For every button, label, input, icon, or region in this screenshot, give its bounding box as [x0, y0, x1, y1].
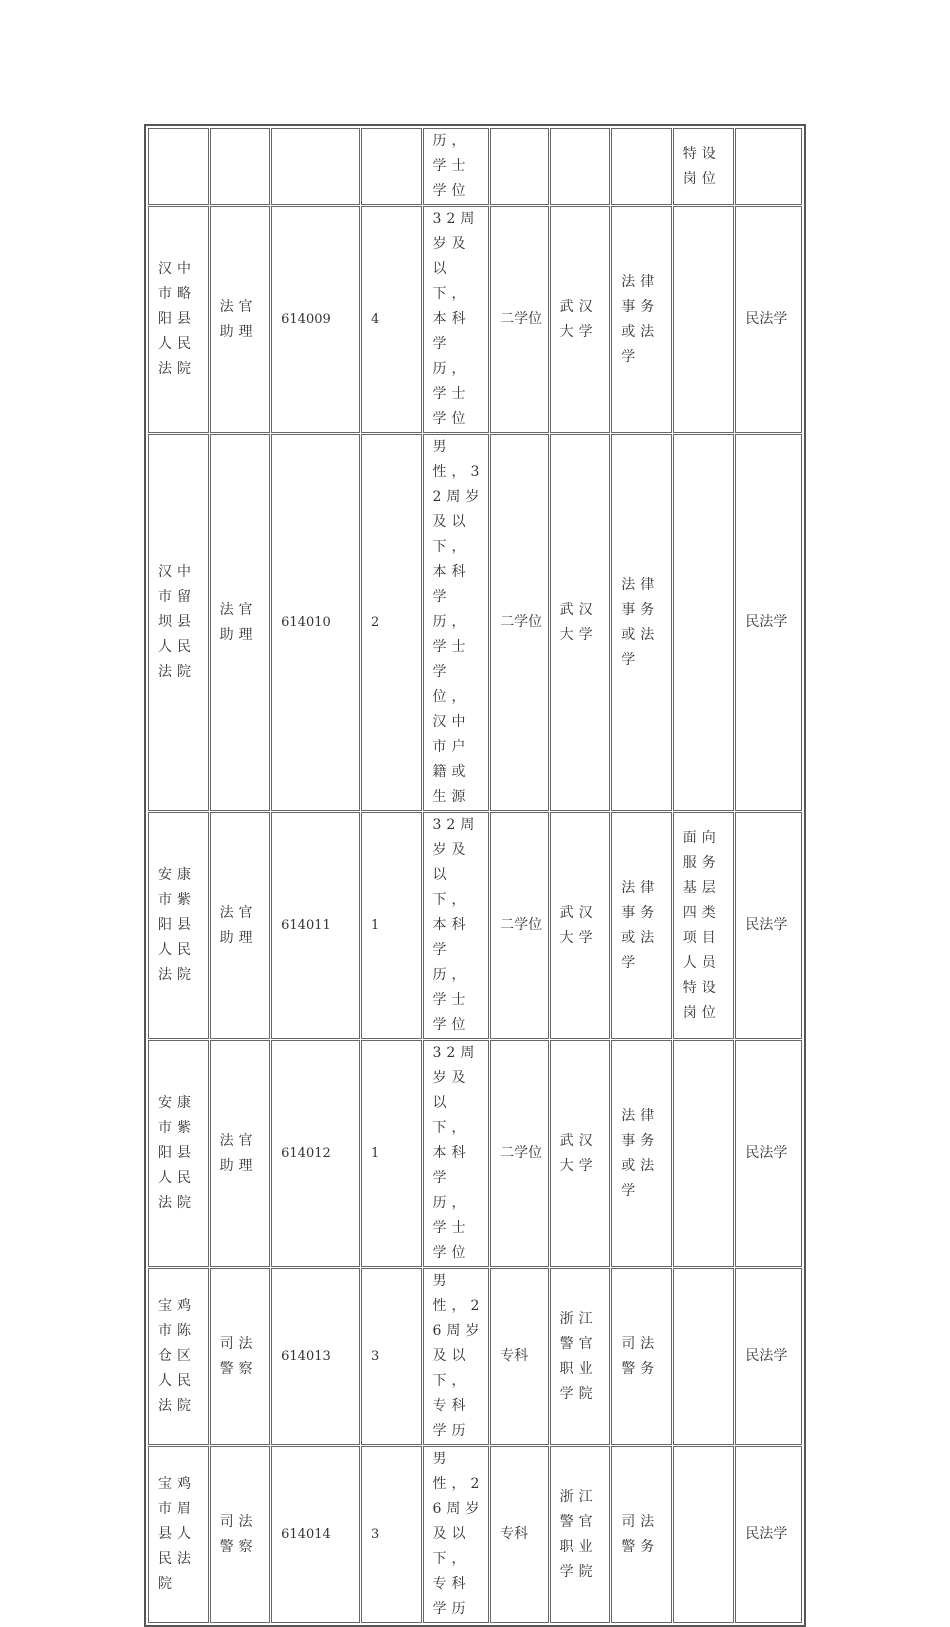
school-cell	[550, 128, 611, 205]
position-cell: 法官助理	[210, 1040, 271, 1267]
requirement-cell: 男性，32周岁及以下，本科学历，学士学位，汉中市户籍或生源	[423, 434, 490, 811]
degree-cell: 二学位	[490, 1040, 549, 1267]
school-cell: 武汉大学	[550, 1040, 611, 1267]
requirement-cell: 32周岁及以下，本科学历，学士学位	[423, 812, 490, 1039]
school-cell: 浙江警官职业学院	[550, 1446, 611, 1623]
degree-cell: 二学位	[490, 434, 549, 811]
degree-cell: 专科	[490, 1268, 549, 1445]
degree-cell: 专科	[490, 1446, 549, 1623]
subject-cell: 民法学	[735, 1040, 802, 1267]
code-cell: 614014	[271, 1446, 360, 1623]
major-cell	[611, 128, 672, 205]
subject-cell: 民法学	[735, 1446, 802, 1623]
subject-cell: 民法学	[735, 434, 802, 811]
unit-cell: 汉中市略阳县人民法院	[148, 206, 209, 433]
note-cell	[673, 206, 735, 433]
school-cell: 武汉大学	[550, 206, 611, 433]
school-cell: 武汉大学	[550, 434, 611, 811]
unit-cell: 宝鸡市陈仓区人民法院	[148, 1268, 209, 1445]
major-cell: 法律事务或法学	[611, 812, 672, 1039]
position-cell: 法官助理	[210, 206, 271, 433]
position-cell: 司法警察	[210, 1446, 271, 1623]
requirement-cell: 32周岁及以下，本科学历，学士学位	[423, 1040, 490, 1267]
subject-cell: 民法学	[735, 206, 802, 433]
count-cell: 2	[361, 434, 422, 811]
unit-cell: 宝鸡市眉县人民法院	[148, 1446, 209, 1623]
major-cell: 法律事务或法学	[611, 1040, 672, 1267]
note-cell	[673, 1446, 735, 1623]
table-row	[148, 1040, 802, 1267]
table-row	[148, 1268, 802, 1445]
subject-cell: 民法学	[735, 1268, 802, 1445]
requirement-cell: 历，学士学位	[423, 128, 490, 205]
count-cell: 3	[361, 1268, 422, 1445]
code-cell: 614009	[271, 206, 360, 433]
degree-cell	[490, 128, 549, 205]
note-cell: 特设岗位	[673, 128, 735, 205]
table-row	[148, 434, 802, 811]
unit-cell: 安康市紫阳县人民法院	[148, 1040, 209, 1267]
job-table-frame	[144, 124, 806, 1627]
subject-cell: 民法学	[735, 812, 802, 1039]
degree-cell: 二学位	[490, 206, 549, 433]
note-cell: 面向服务基层四类项目人员特设岗位	[673, 812, 735, 1039]
major-cell: 司法警务	[611, 1268, 672, 1445]
requirement-cell: 32周岁及以下，本科学历，学士学位	[423, 206, 490, 433]
school-cell: 浙江警官职业学院	[550, 1268, 611, 1445]
requirement-cell: 男性，26周岁及以下，专科学历	[423, 1268, 490, 1445]
note-cell	[673, 1268, 735, 1445]
school-cell: 武汉大学	[550, 812, 611, 1039]
count-cell	[361, 128, 422, 205]
table-row	[148, 128, 802, 205]
code-cell: 614012	[271, 1040, 360, 1267]
unit-cell: 安康市紫阳县人民法院	[148, 812, 209, 1039]
position-cell	[210, 128, 271, 205]
position-cell: 法官助理	[210, 812, 271, 1039]
table-row	[148, 1446, 802, 1623]
code-cell: 614010	[271, 434, 360, 811]
table-row	[148, 812, 802, 1039]
unit-cell	[148, 128, 209, 205]
degree-cell: 二学位	[490, 812, 549, 1039]
count-cell: 1	[361, 812, 422, 1039]
note-cell	[673, 434, 735, 811]
major-cell: 司法警务	[611, 1446, 672, 1623]
table-row	[148, 206, 802, 433]
requirement-cell: 男性，26周岁及以下，专科学历	[423, 1446, 490, 1623]
count-cell: 3	[361, 1446, 422, 1623]
note-cell	[673, 1040, 735, 1267]
position-cell: 法官助理	[210, 434, 271, 811]
position-cell: 司法警察	[210, 1268, 271, 1445]
job-table	[147, 127, 803, 1624]
major-cell: 法律事务或法学	[611, 206, 672, 433]
subject-cell	[735, 128, 802, 205]
major-cell: 法律事务或法学	[611, 434, 672, 811]
code-cell	[271, 128, 360, 205]
count-cell: 4	[361, 206, 422, 433]
code-cell: 614013	[271, 1268, 360, 1445]
unit-cell: 汉中市留坝县人民法院	[148, 434, 209, 811]
code-cell: 614011	[271, 812, 360, 1039]
count-cell: 1	[361, 1040, 422, 1267]
